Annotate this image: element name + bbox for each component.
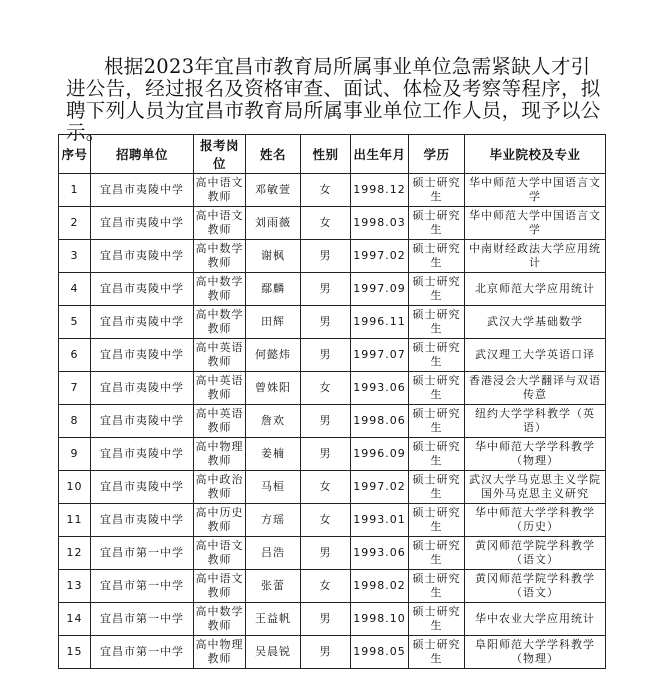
cell-name: 吴晨锐 [246, 636, 301, 669]
cell-degree: 硕士研究生 [409, 471, 465, 504]
cell-school: 华中师范大学学科教学（历史） [465, 504, 606, 537]
cell-degree: 硕士研究生 [409, 306, 465, 339]
cell-unit: 宜昌市第一中学 [91, 537, 194, 570]
cell-gender: 男 [301, 603, 351, 636]
cell-birth: 1993.06 [351, 372, 409, 405]
cell-post: 高中英语教师 [194, 339, 246, 372]
cell-gender: 男 [301, 537, 351, 570]
cell-name: 马桓 [246, 471, 301, 504]
cell-post: 高中英语教师 [194, 405, 246, 438]
cell-degree: 硕士研究生 [409, 504, 465, 537]
cell-seq: 2 [59, 207, 91, 240]
cell-seq: 14 [59, 603, 91, 636]
cell-degree: 硕士研究生 [409, 636, 465, 669]
cell-gender: 男 [301, 273, 351, 306]
cell-post: 高中政治教师 [194, 471, 246, 504]
cell-school: 纽约大学学科教学（英语） [465, 405, 606, 438]
cell-unit: 宜昌市第一中学 [91, 570, 194, 603]
cell-school: 北京师范大学应用统计 [465, 273, 606, 306]
cell-birth: 1997.07 [351, 339, 409, 372]
cell-post: 高中数学教师 [194, 306, 246, 339]
cell-school: 武汉大学马克思主义学院国外马克思主义研究 [465, 471, 606, 504]
cell-gender: 男 [301, 306, 351, 339]
header-degree: 学历 [409, 135, 465, 174]
cell-gender: 女 [301, 570, 351, 603]
header-name: 姓名 [246, 135, 301, 174]
cell-unit: 宜昌市夷陵中学 [91, 405, 194, 438]
table-row [59, 504, 606, 537]
cell-post: 高中语文教师 [194, 174, 246, 207]
cell-gender: 男 [301, 339, 351, 372]
cell-birth: 1993.06 [351, 537, 409, 570]
table-row [59, 207, 606, 240]
cell-name: 方瑶 [246, 504, 301, 537]
cell-school: 武汉大学基础数学 [465, 306, 606, 339]
cell-unit: 宜昌市夷陵中学 [91, 174, 194, 207]
header-post: 报考岗位 [194, 135, 246, 174]
cell-seq: 8 [59, 405, 91, 438]
cell-unit: 宜昌市夷陵中学 [91, 471, 194, 504]
cell-post: 高中语文教师 [194, 207, 246, 240]
header-unit: 招聘单位 [91, 135, 194, 174]
cell-birth: 1998.10 [351, 603, 409, 636]
cell-unit: 宜昌市夷陵中学 [91, 306, 194, 339]
cell-name: 张蕾 [246, 570, 301, 603]
cell-degree: 硕士研究生 [409, 174, 465, 207]
cell-name: 鄢麟 [246, 273, 301, 306]
cell-birth: 1993.01 [351, 504, 409, 537]
cell-unit: 宜昌市夷陵中学 [91, 438, 194, 471]
cell-seq: 11 [59, 504, 91, 537]
hiring-roster-table [58, 134, 606, 669]
cell-birth: 1998.05 [351, 636, 409, 669]
cell-seq: 10 [59, 471, 91, 504]
table-row [59, 471, 606, 504]
cell-birth: 1998.03 [351, 207, 409, 240]
header-gender: 性别 [301, 135, 351, 174]
cell-degree: 硕士研究生 [409, 372, 465, 405]
cell-post: 高中物理教师 [194, 438, 246, 471]
cell-seq: 6 [59, 339, 91, 372]
cell-birth: 1996.11 [351, 306, 409, 339]
cell-name: 田辉 [246, 306, 301, 339]
cell-name: 王益帆 [246, 603, 301, 636]
cell-name: 谢枫 [246, 240, 301, 273]
cell-school: 香港浸会大学翻译与双语传意 [465, 372, 606, 405]
cell-seq: 7 [59, 372, 91, 405]
cell-degree: 硕士研究生 [409, 339, 465, 372]
cell-degree: 硕士研究生 [409, 207, 465, 240]
table-header [59, 135, 606, 174]
cell-gender: 女 [301, 207, 351, 240]
cell-birth: 1998.02 [351, 570, 409, 603]
cell-school: 中南财经政法大学应用统计 [465, 240, 606, 273]
cell-school: 华中师范大学中国语言文学 [465, 207, 606, 240]
cell-gender: 女 [301, 372, 351, 405]
cell-degree: 硕士研究生 [409, 537, 465, 570]
cell-seq: 13 [59, 570, 91, 603]
cell-birth: 1997.02 [351, 471, 409, 504]
cell-school: 华中师范大学中国语言文学 [465, 174, 606, 207]
cell-school: 黄冈师范学院学科教学（语文） [465, 537, 606, 570]
cell-post: 高中语文教师 [194, 570, 246, 603]
cell-seq: 4 [59, 273, 91, 306]
cell-unit: 宜昌市夷陵中学 [91, 207, 194, 240]
header-seq: 序号 [59, 135, 91, 174]
cell-school: 华中师范大学学科教学（物理） [465, 438, 606, 471]
cell-school: 阜阳师范大学学科教学（物理） [465, 636, 606, 669]
table-row [59, 537, 606, 570]
table-row [59, 603, 606, 636]
cell-degree: 硕士研究生 [409, 273, 465, 306]
cell-seq: 12 [59, 537, 91, 570]
header-birth: 出生年月 [351, 135, 409, 174]
table-row [59, 273, 606, 306]
cell-gender: 男 [301, 240, 351, 273]
table-row [59, 636, 606, 669]
cell-birth: 1996.09 [351, 438, 409, 471]
cell-seq: 9 [59, 438, 91, 471]
cell-post: 高中数学教师 [194, 240, 246, 273]
cell-seq: 15 [59, 636, 91, 669]
cell-school: 华中农业大学应用统计 [465, 603, 606, 636]
cell-post: 高中数学教师 [194, 273, 246, 306]
cell-unit: 宜昌市夷陵中学 [91, 273, 194, 306]
cell-gender: 女 [301, 174, 351, 207]
cell-post: 高中语文教师 [194, 537, 246, 570]
cell-gender: 男 [301, 405, 351, 438]
cell-post: 高中英语教师 [194, 372, 246, 405]
table-row [59, 339, 606, 372]
cell-degree: 硕士研究生 [409, 405, 465, 438]
cell-name: 邓敏萱 [246, 174, 301, 207]
cell-school: 黄冈师范学院学科教学（语文） [465, 570, 606, 603]
cell-name: 吕浩 [246, 537, 301, 570]
cell-degree: 硕士研究生 [409, 570, 465, 603]
header-row [59, 135, 606, 174]
cell-degree: 硕士研究生 [409, 438, 465, 471]
table-body [59, 174, 606, 669]
cell-birth: 1998.12 [351, 174, 409, 207]
cell-name: 詹欢 [246, 405, 301, 438]
cell-name: 姜楠 [246, 438, 301, 471]
announcement-intro: 根据2023年宜昌市教育局所属事业单位急需紧缺人才引进公告，经过报名及资格审查、面试、体检及考察等程序，拟聘下列人员为宜昌市教育局所属事业单位工作人员，现予以公示。 [66, 54, 601, 144]
cell-birth: 1997.02 [351, 240, 409, 273]
cell-name: 何懿炜 [246, 339, 301, 372]
cell-unit: 宜昌市第一中学 [91, 603, 194, 636]
cell-post: 高中数学教师 [194, 603, 246, 636]
table-row [59, 405, 606, 438]
cell-birth: 1997.09 [351, 273, 409, 306]
cell-gender: 男 [301, 636, 351, 669]
table-row [59, 438, 606, 471]
cell-name: 曾姝阳 [246, 372, 301, 405]
cell-unit: 宜昌市夷陵中学 [91, 339, 194, 372]
header-school: 毕业院校及专业 [465, 135, 606, 174]
cell-school: 武汉理工大学英语口译 [465, 339, 606, 372]
table-row [59, 372, 606, 405]
cell-unit: 宜昌市夷陵中学 [91, 504, 194, 537]
table-row [59, 570, 606, 603]
cell-post: 高中物理教师 [194, 636, 246, 669]
cell-unit: 宜昌市第一中学 [91, 636, 194, 669]
cell-seq: 5 [59, 306, 91, 339]
cell-unit: 宜昌市夷陵中学 [91, 372, 194, 405]
cell-name: 刘雨薇 [246, 207, 301, 240]
cell-birth: 1998.06 [351, 405, 409, 438]
cell-seq: 3 [59, 240, 91, 273]
cell-degree: 硕士研究生 [409, 603, 465, 636]
cell-gender: 女 [301, 504, 351, 537]
table-row [59, 174, 606, 207]
cell-degree: 硕士研究生 [409, 240, 465, 273]
table-row [59, 240, 606, 273]
cell-seq: 1 [59, 174, 91, 207]
cell-unit: 宜昌市夷陵中学 [91, 240, 194, 273]
table-row [59, 306, 606, 339]
cell-gender: 男 [301, 438, 351, 471]
cell-gender: 女 [301, 471, 351, 504]
cell-post: 高中历史教师 [194, 504, 246, 537]
